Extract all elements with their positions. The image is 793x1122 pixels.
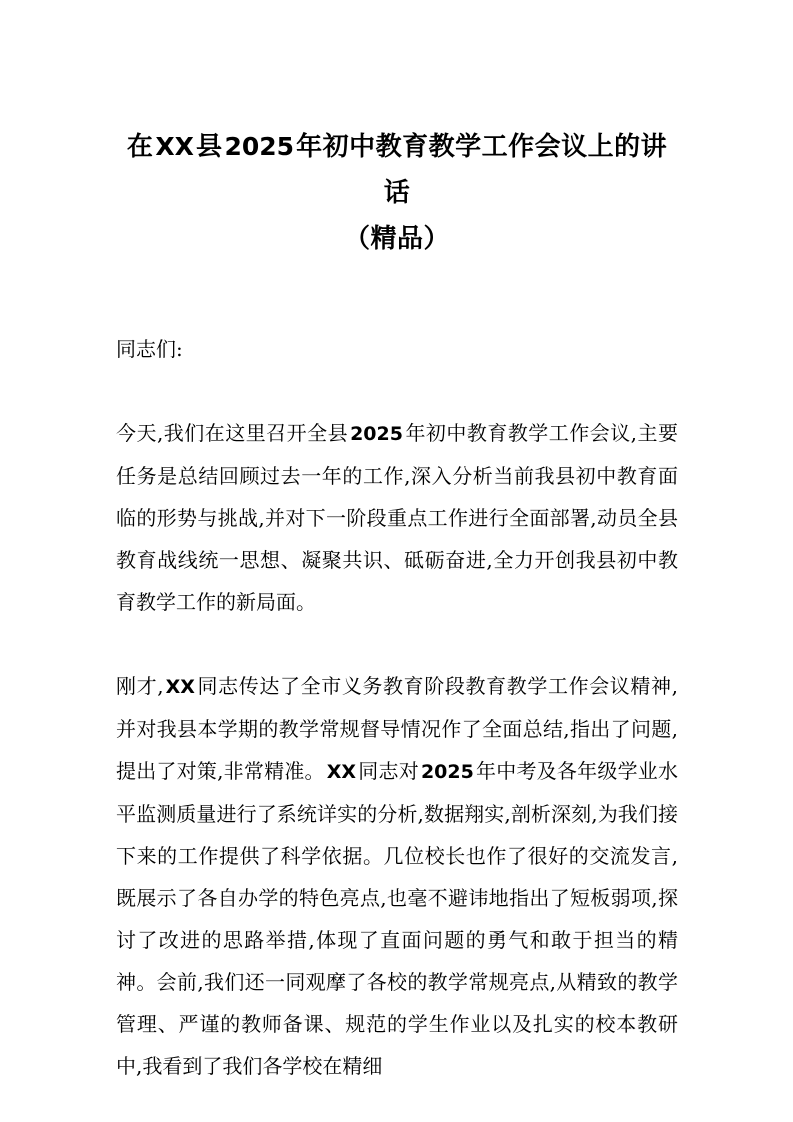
- emphasis-run: XX: [326, 761, 357, 783]
- body-paragraph: 刚才, XX 同志传达了全市义务教育阶段教育教学工作会议精神,并对我县本学期的教学常规督导情况作了全面总结,指出了问题,提出了对策,非常精准。 XX 同志对 2025 年中考及各年级学业水平监测质量进行了系统详实的分析,数据翔实,剖析深刻,为我们接下来的工作提供了科学依据。几位校长也作了很好的交流发言,既展示了各自办学的特色亮点,也毫不避讳地指出了短板弱项,探讨了改进的思路举措,体现了直面问题的勇气和敢于担当的精神。会前,我们还一同观摩了各校的教学常规亮点,从精致的教学管理、严谨的教师备课、规范的学生作业以及扎实的校本教研中,我看到了我们各学校在精细: [116, 674, 679, 1078]
- title-line-primary: 在XX县2025年初中教育教学工作会议上的讲话: [126, 132, 668, 208]
- emphasis-run: XX: [155, 132, 194, 161]
- emphasis-run: XX: [165, 676, 195, 698]
- document-content-column: [116, 0, 678, 1087]
- emphasis-run: 2025: [224, 132, 295, 161]
- body-paragraph-list: [116, 370, 678, 1087]
- body-paragraph: 今天,我们在这里召开全县 2025 年初中教育教学工作会议,主要任务是总结回顾过去一年的工作,深入分析当前我县初中教育面临的形势与挑战,并对下一阶段重点工作进行全面部署,动员全县教育战线统一思想、凝聚共识、砥砺奋进,全力开创我县初中教育教学工作的新局面。: [116, 421, 678, 614]
- page-title: [116, 0, 678, 262]
- salutation: 同志们:: [116, 337, 183, 361]
- emphasis-run: 2025: [420, 761, 474, 783]
- title-line-subtitle: （精品）: [343, 224, 450, 254]
- emphasis-run: 2025: [350, 423, 403, 445]
